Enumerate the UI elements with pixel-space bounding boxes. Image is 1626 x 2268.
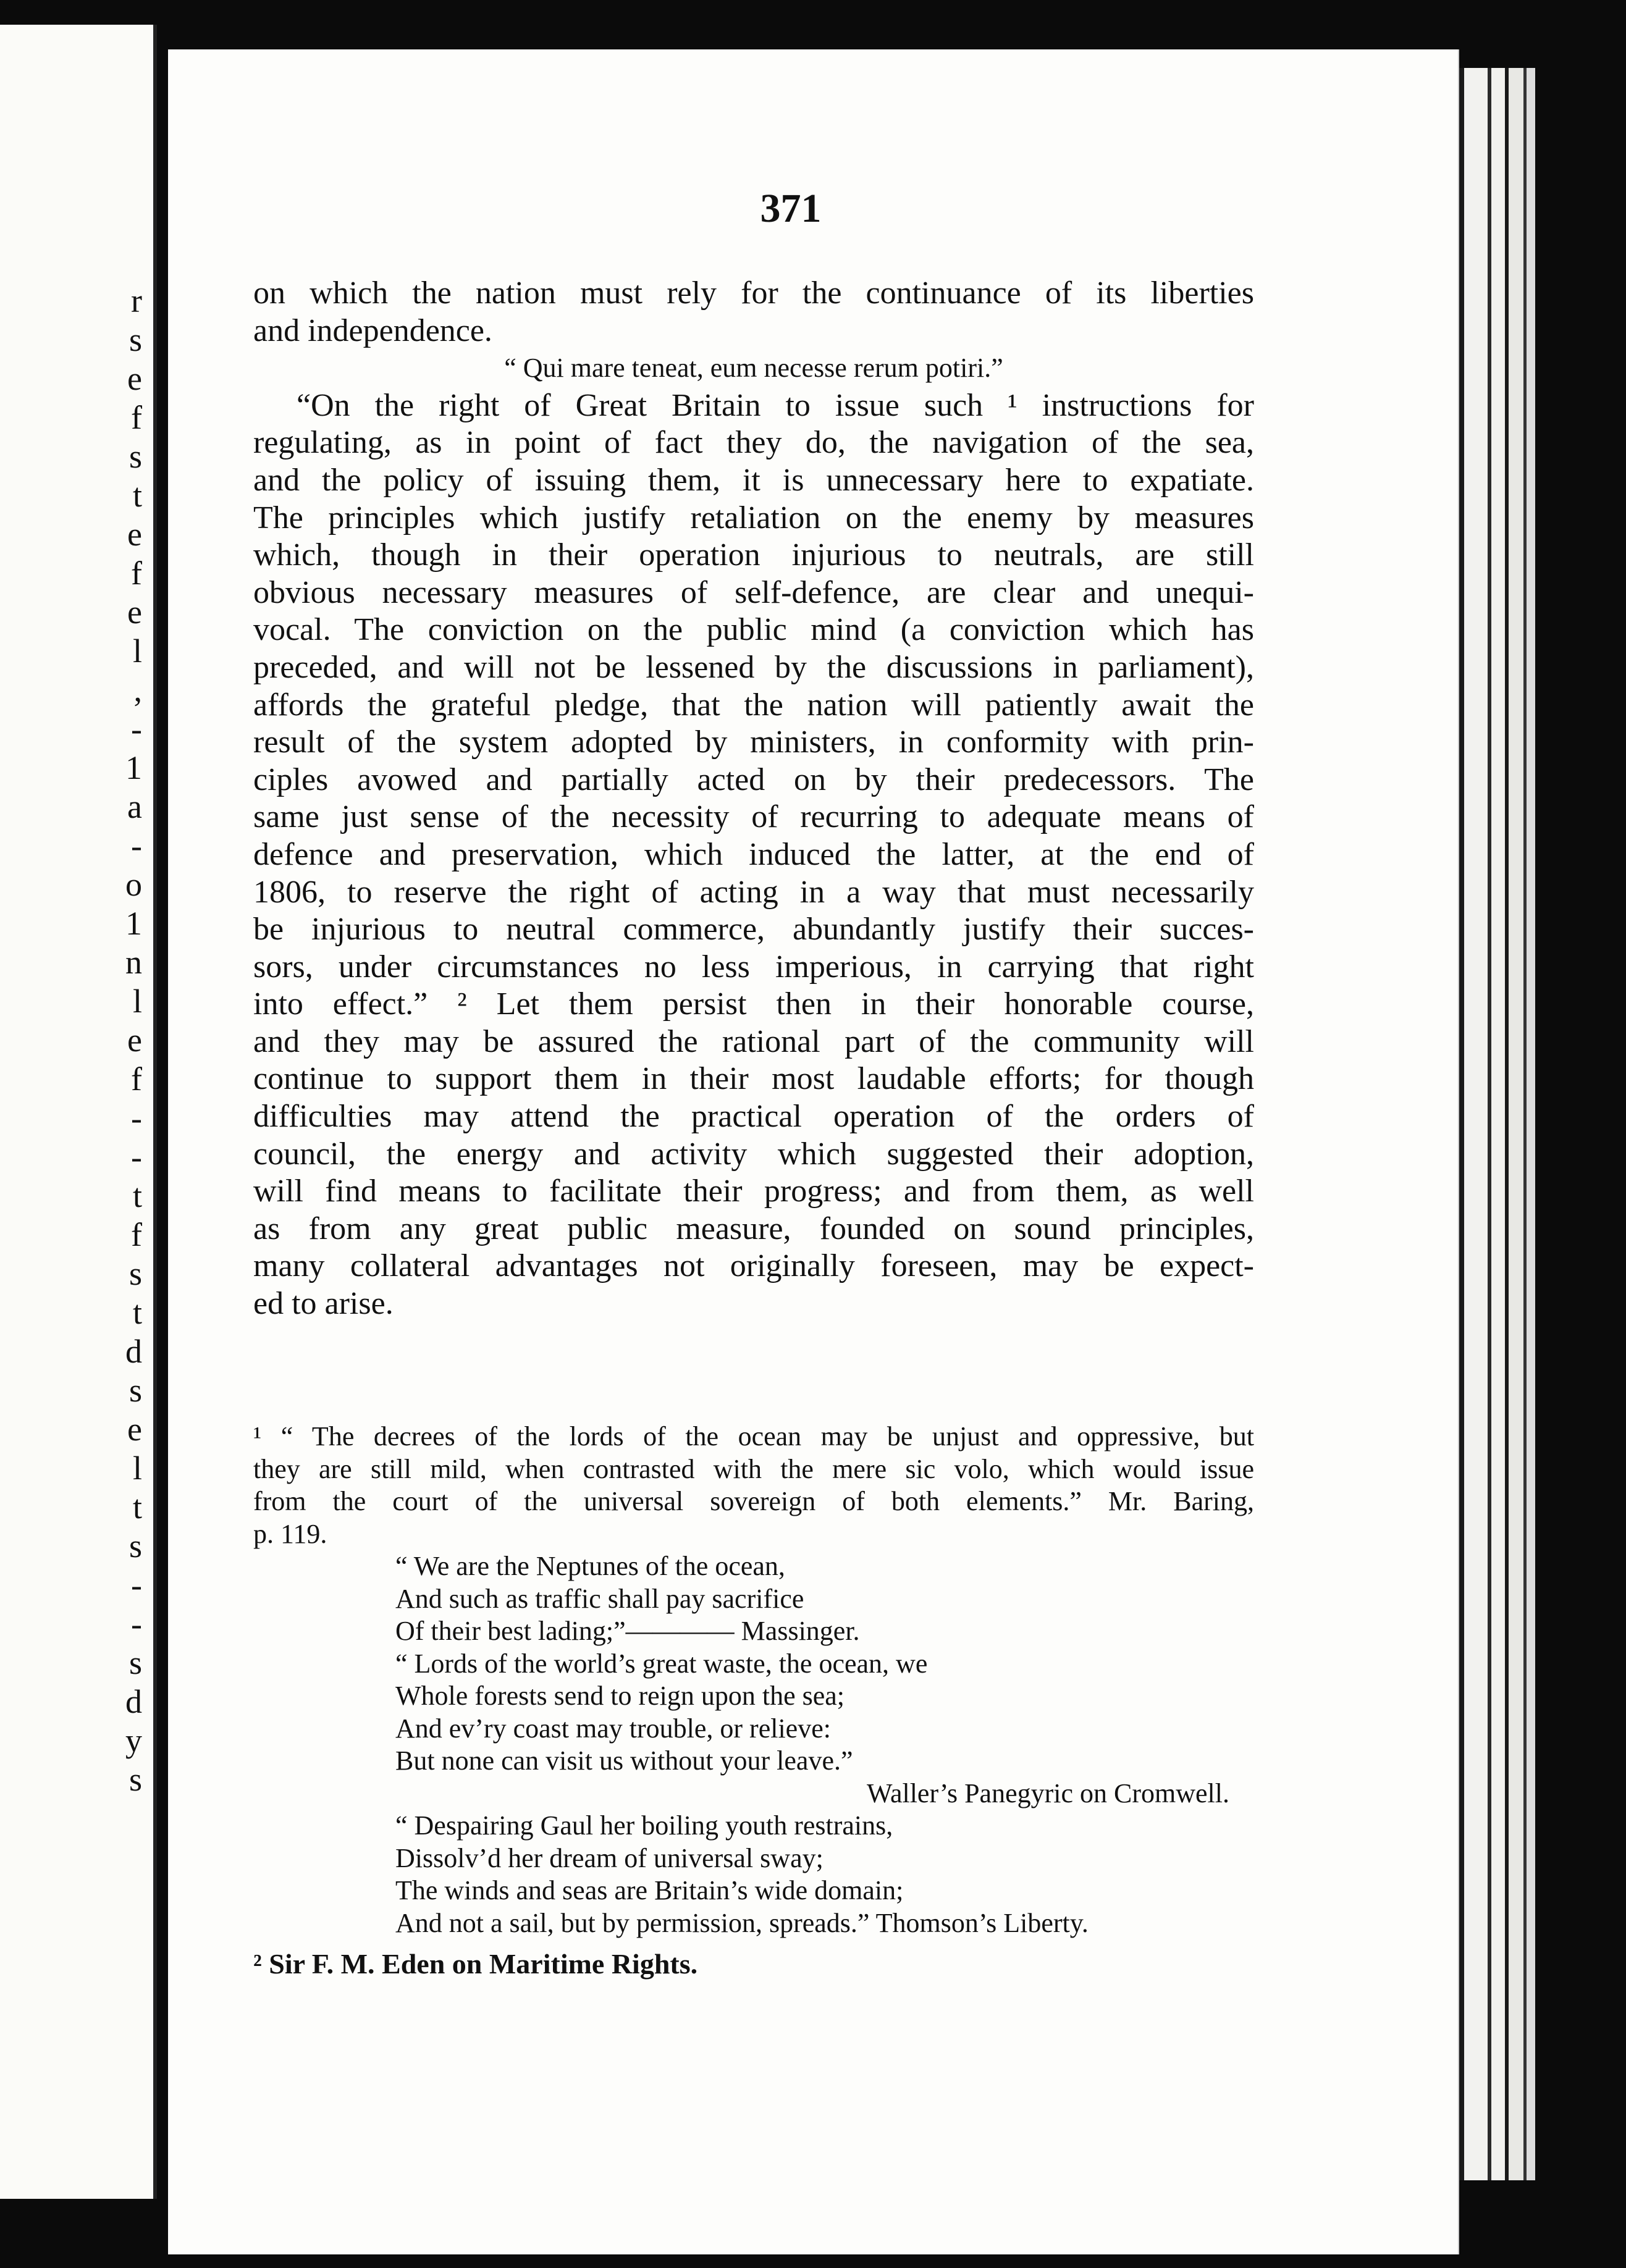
left-page-fragment: s — [128, 1372, 142, 1409]
text-line: ciples avowed and partially acted on by their predecessors. The — [253, 762, 1254, 797]
verse-line: Of their best lading;”———— Massinger. — [395, 1616, 860, 1646]
verse-line: And such as traffic shall pay sacrifice — [395, 1583, 804, 1614]
left-page-fragment: t — [132, 1489, 142, 1526]
text-line: and the policy of issuing them, it is unnecessary here to expatiate. — [253, 462, 1254, 498]
book-gutter — [157, 0, 169, 2268]
left-page-fragment: s — [128, 1644, 142, 1681]
left-page-fragment: t — [132, 1294, 142, 1331]
left-page-fragment: e — [127, 360, 142, 397]
page-edge — [1505, 68, 1523, 2180]
left-page-fragment: t — [132, 477, 142, 514]
text-line: The principles which justify retaliation on the enemy by measures — [253, 500, 1254, 536]
text-line: on which the nation must rely for the continuance of its liberties — [253, 275, 1254, 311]
text-line: into effect.” ² Let them persist then in their honorable course, — [253, 986, 1254, 1022]
page-edge — [1523, 68, 1535, 2180]
page-edge — [1459, 68, 1488, 2180]
left-page-fragment: l — [132, 632, 142, 670]
left-page-fragment: - — [131, 827, 142, 864]
text-line: regulating, as in point of fact they do, the navigation of the sea, — [253, 425, 1254, 461]
left-facing-page — [0, 25, 157, 2199]
text-line: result of the system adopted by ministers, in conformity with prin- — [253, 724, 1254, 760]
left-page-fragment: s — [128, 1527, 142, 1564]
left-page-fragment: f — [131, 555, 142, 592]
text-line: and they may be assured the rational part of the community will — [253, 1023, 1254, 1059]
verse-line: And not a sail, but by permission, spreads.” Thomson’s Liberty. — [395, 1907, 1089, 1938]
text-line: and independence. — [253, 313, 492, 348]
text-line: as from any great public measure, founded on sound principles, — [253, 1211, 1254, 1246]
text-line: preceded, and will not be lessened by the discussions in parliament), — [253, 649, 1254, 685]
left-page-fragment: y — [125, 1722, 142, 1759]
verse-line: “ Lords of the world’s great waste, the ocean, we — [395, 1648, 928, 1679]
text-line: defence and preservation, which induced the latter, at the end of — [253, 836, 1254, 872]
verse-line: “ We are the Neptunes of the ocean, — [395, 1551, 785, 1581]
left-page-fragment: f — [131, 399, 142, 436]
page-edge — [1488, 68, 1505, 2180]
left-page-fragment: 1 — [125, 749, 142, 786]
left-page-fragment: s — [128, 1761, 142, 1798]
left-page-fragment: d — [125, 1683, 142, 1720]
verse-line: The winds and seas are Britain’s wide domain; — [395, 1875, 904, 1905]
left-page-fragment: r — [131, 282, 142, 319]
footnote-line: from the court of the universal sovereign of both elements.” Mr. Baring, — [253, 1486, 1254, 1516]
text-line: difficulties may attend the practical operation of the orders of — [253, 1099, 1254, 1135]
left-page-fragment: e — [127, 1022, 142, 1059]
left-page-fragment: - — [131, 1138, 142, 1175]
latin-quote: “ Qui mare teneat, eum necesse rerum potiri.” — [504, 353, 1003, 384]
footnote-line: ¹ “ The decrees of the lords of the ocean may be unjust and oppressive, but — [253, 1421, 1254, 1451]
text-line: council, the energy and activity which suggested their adoption, — [253, 1136, 1254, 1172]
text-line: many collateral advantages not originally foreseen, may be expect- — [253, 1248, 1254, 1284]
text-line: ed to arise. — [253, 1286, 394, 1322]
verse-line: And ev’ry coast may trouble, or relieve: — [395, 1713, 831, 1744]
left-page-fragment: a — [127, 788, 142, 825]
left-page-fragment: - — [131, 710, 142, 747]
text-line: 1806, to reserve the right of acting in a way that must necessarily — [253, 874, 1254, 910]
text-line: “On the right of Great Britain to issue such ¹ instructions for — [297, 387, 1254, 423]
verse-line: “ Despairing Gaul her boiling youth restrains, — [395, 1810, 893, 1841]
left-page-fragment: e — [127, 594, 142, 631]
left-page-fragment: f — [131, 1060, 142, 1098]
left-page-fragment: s — [128, 1255, 142, 1292]
left-page-fragment: f — [131, 1216, 142, 1253]
left-page-fragment: n — [125, 944, 142, 981]
text-line: vocal. The conviction on the public mind (a conviction which has — [253, 612, 1254, 648]
left-page-fragment: s — [128, 438, 142, 475]
left-page-fragment: l — [132, 983, 142, 1020]
verse-line: But none can visit us without your leave.” — [395, 1745, 853, 1776]
text-line: obvious necessary measures of self-defence, are clear and unequi- — [253, 574, 1254, 610]
left-page-fragment: l — [132, 1450, 142, 1487]
text-line: affords the grateful pledge, that the nation will patiently await the — [253, 687, 1254, 723]
footnotes — [253, 1421, 1254, 1981]
left-page-fragment: e — [127, 516, 142, 553]
verse-attribution: Waller’s Panegyric on Cromwell. — [866, 1778, 1229, 1808]
text-line: same just sense of the necessity of recurring to adequate means of — [253, 799, 1254, 835]
text-line: be injurious to neutral commerce, abundantly justify their succes- — [253, 912, 1254, 947]
page-number: 371 — [760, 186, 822, 231]
text-line: continue to support them in their most laudable efforts; for though — [253, 1061, 1254, 1097]
footnote-line: they are still mild, when contrasted with the mere sic volo, which would issue — [253, 1453, 1254, 1484]
left-page-fragment: o — [125, 866, 142, 903]
left-page-fragment: - — [131, 1099, 142, 1136]
verse-line: Dissolv’d her dream of universal sway; — [395, 1842, 824, 1873]
left-page-fragment: d — [125, 1333, 142, 1370]
left-page-fragment: 1 — [125, 905, 142, 942]
left-page-fragment: t — [132, 1177, 142, 1214]
text-line: sors, under circumstances no less imperious, in carrying that right — [253, 949, 1254, 985]
left-page-fragment: s — [128, 321, 142, 358]
text-line: which, though in their operation injurious to neutrals, are still — [253, 537, 1254, 573]
footnote-2: ² Sir F. M. Eden on Maritime Rights. — [253, 1948, 698, 1980]
text-line: will find means to facilitate their progress; and from them, as well — [253, 1174, 1254, 1209]
left-page-fragment: - — [131, 1605, 142, 1642]
left-page-fragment: - — [131, 1566, 142, 1603]
left-page-fragment: e — [127, 1411, 142, 1448]
main-text — [253, 275, 1254, 1323]
footnote-line: p. 119. — [253, 1518, 327, 1549]
left-page-fragment: , — [133, 671, 142, 708]
verse-line: Whole forests send to reign upon the sea; — [395, 1681, 845, 1711]
